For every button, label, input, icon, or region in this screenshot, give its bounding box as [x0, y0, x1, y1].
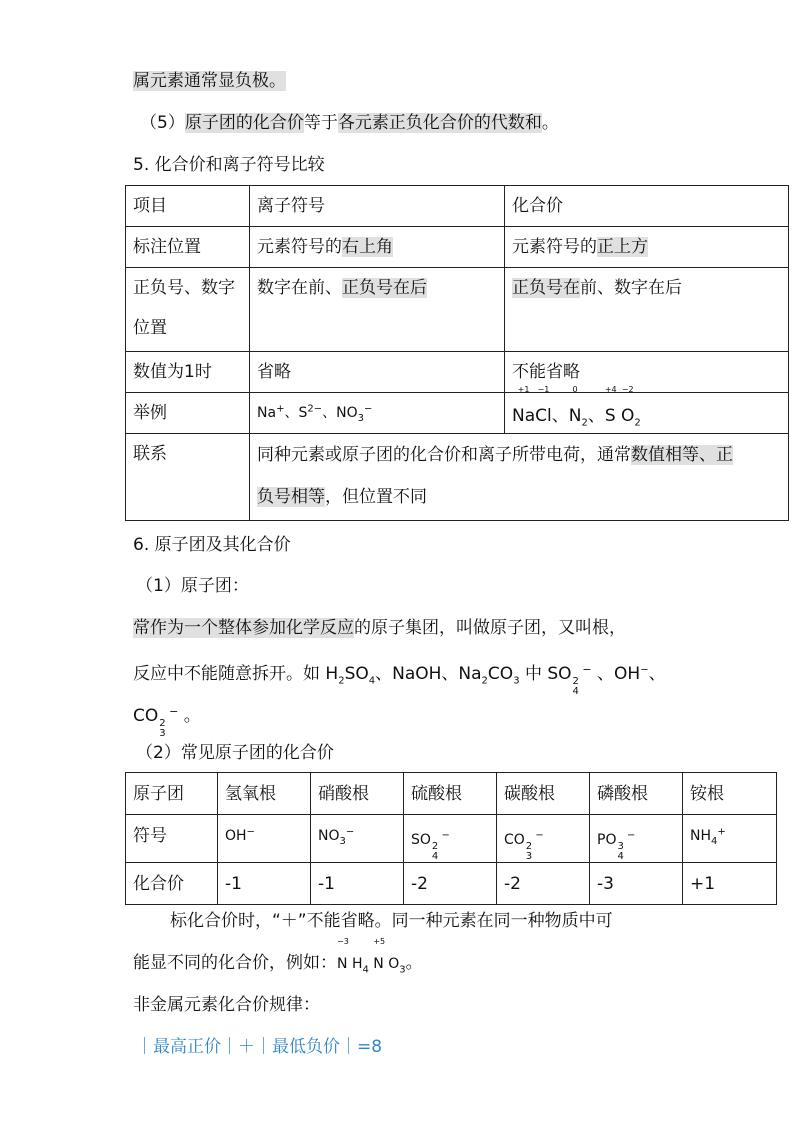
group-name: 铵根	[683, 773, 777, 815]
table-row	[126, 227, 789, 268]
row-item: 举例	[126, 393, 250, 434]
row-item: 数值为1时	[126, 352, 250, 393]
example-ion: Na+、$S^{2-}$、$NO_3^-$	[250, 393, 505, 434]
group-symbol: PO 3 4 −	[590, 815, 683, 863]
row-item: 标注位置	[126, 227, 250, 268]
rule-5: （5）原子团的化合价等于各元素正负化合价的代数和。	[140, 113, 559, 133]
row-label: 化合价	[126, 863, 218, 905]
rule-title: 非金属元素化合价规律：	[133, 995, 320, 1015]
compare-table	[125, 185, 789, 521]
definition: 常作为一个整体参加化学反应的原子集团，叫做原子团，又叫根，	[133, 618, 626, 638]
note-line-2: 能显不同的化合价，例如： −3 N $H_4$ +5 N $O_3$。	[133, 937, 423, 976]
group-symbol: CO 2 3 −	[497, 815, 590, 863]
row-label: 原子团	[126, 773, 218, 815]
group-name: 碳酸根	[497, 773, 590, 815]
na-oxidation: +1 Na	[512, 385, 536, 426]
row-item: 联系	[126, 434, 250, 521]
group-name: 硫酸根	[404, 773, 497, 815]
sub-heading-1: （1）原子团：	[136, 576, 249, 596]
group-symbol: $NH_4^+$	[683, 815, 777, 863]
header-item: 项目	[126, 186, 250, 227]
note-line-1: 标化合价时，“＋”不能省略。同一种元素在同一种物质中可	[170, 911, 613, 931]
group-valence: +1	[683, 863, 777, 905]
group-name: 磷酸根	[590, 773, 683, 815]
group-valence: -1	[311, 863, 404, 905]
sub-heading-2: （2）常见原子团的化合价	[136, 743, 334, 763]
table-row	[126, 268, 789, 352]
s-oxidation: +4 S	[604, 385, 617, 426]
paragraph-end: 属元素通常显负极。	[133, 71, 286, 91]
heading-5: 5. 化合价和离子符号比较	[133, 155, 325, 175]
table-row	[126, 863, 777, 905]
table-row	[126, 352, 789, 393]
group-valence: -1	[218, 863, 311, 905]
group-valence: -2	[404, 863, 497, 905]
table-row	[126, 186, 789, 227]
n-oxidation: 0 N	[568, 385, 582, 426]
n-plus5-oxidation: +5 N	[373, 937, 386, 972]
row-ion: 元素符号的右上角	[250, 227, 505, 268]
o-oxidation: −2 O	[621, 385, 635, 426]
row-ion: 省略	[250, 352, 505, 393]
row-item: 正负号、数字位置	[126, 268, 250, 352]
table-row	[126, 815, 777, 863]
group-symbol: SO 2 4 −	[404, 815, 497, 863]
row-valence: 元素符号的正上方	[505, 227, 789, 268]
row-valence: 不能省略	[505, 352, 789, 393]
header-ion: 离子符号	[250, 186, 505, 227]
group-name: 硝酸根	[311, 773, 404, 815]
link-text: 同种元素或原子团的化合价和离子所带电荷，通常数值相等、正 负号相等，但位置不同	[250, 434, 789, 521]
table-row	[126, 393, 789, 434]
example-line-co3: CO 2 3 − 。	[133, 705, 201, 739]
group-symbol: $NO_3^-$	[311, 815, 404, 863]
row-valence: 正负号在前、数字在后	[505, 268, 789, 352]
heading-6: 6. 原子团及其化合价	[133, 535, 291, 555]
example-line: 反应中不能随意拆开。如 $H_2SO_4$、NaOH、$Na_2CO_3$ 中 SO 2 4 − 、OH−、	[133, 663, 666, 697]
rule-formula: ｜最高正价｜＋｜最低负价｜=8	[136, 1037, 383, 1057]
row-ion: 数字在前、正负号在后	[250, 268, 505, 352]
group-valence: -3	[590, 863, 683, 905]
table-row	[126, 773, 777, 815]
group-valence: -2	[497, 863, 590, 905]
table-row	[126, 434, 789, 521]
group-symbol: OH−	[218, 815, 311, 863]
group-name: 氢氧根	[218, 773, 311, 815]
row-label: 符号	[126, 815, 218, 863]
n-minus3-oxidation: −3 N	[337, 937, 349, 972]
example-valence: +1 Na −1 Cl、 0 $N_2$、 +4 S −2 $O_2$	[505, 393, 789, 434]
group-table	[125, 772, 777, 905]
cl-oxidation: −1 Cl	[535, 385, 552, 426]
header-valence: 化合价	[505, 186, 789, 227]
